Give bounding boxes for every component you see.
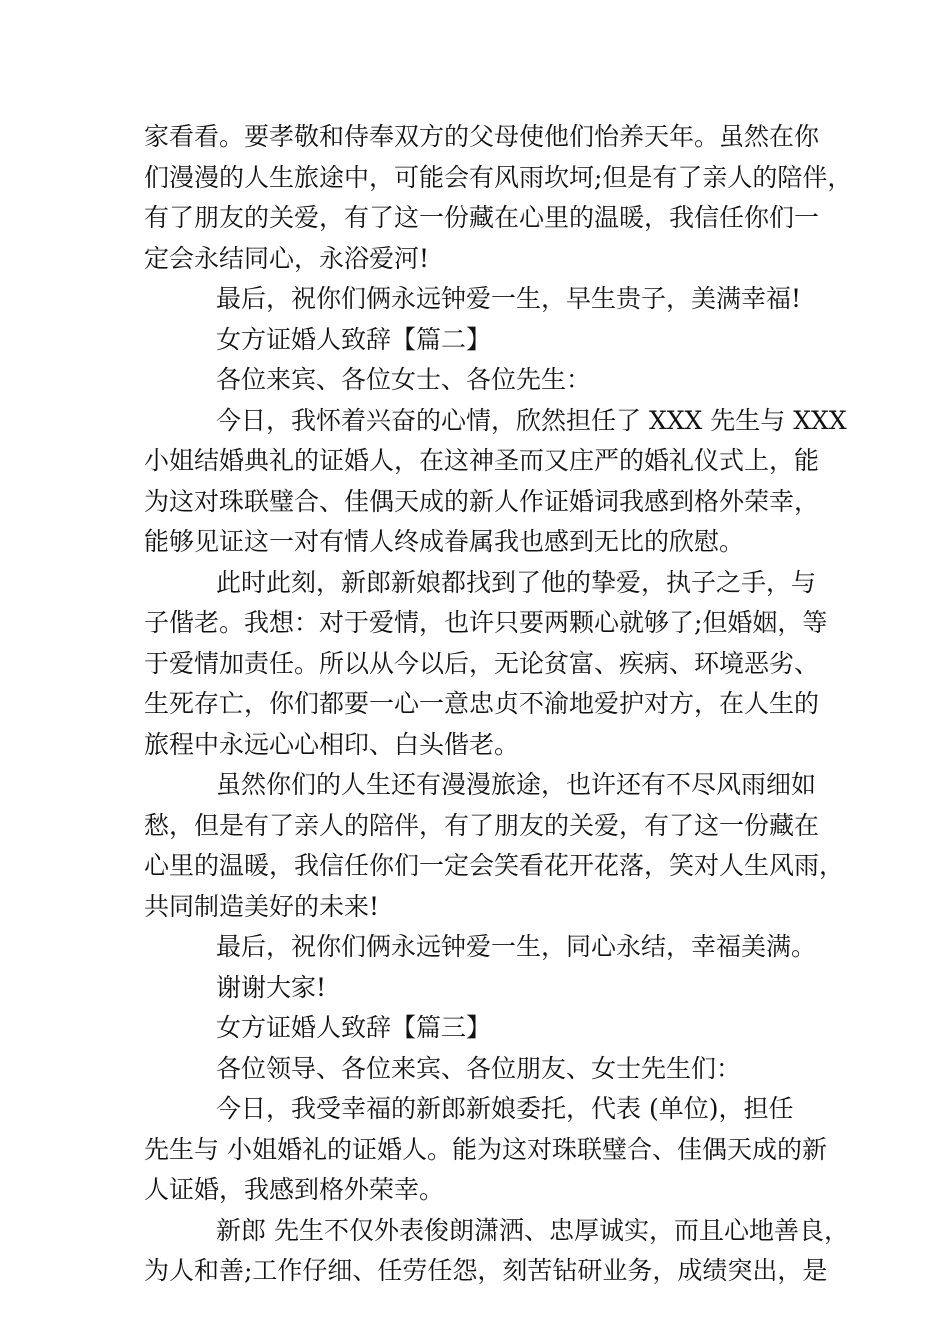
- paragraph-line: 定会永结同心，永浴爱河!: [144, 243, 430, 273]
- paragraph-line: 子偕老。我想：对于爱情，也许只要两颗心就够了;但婚姻，等: [144, 608, 828, 637]
- paragraph-first-line: 新郎 先生不仅外表俊朗潇洒、忠厚诚实，而且心地善良，: [216, 1215, 849, 1245]
- paragraph-first-line: 女方证婚人致辞【篇三】: [216, 1013, 492, 1042]
- paragraph-line: 们漫漫的人生旅途中，可能会有风雨坎坷;但是有了亲人的陪伴，: [144, 162, 853, 192]
- paragraph-first-line: 各位领导、各位来宾、各位朋友、女士先生们：: [216, 1053, 742, 1083]
- paragraph-line: 心里的温暖，我信任你们一定会笑看花开花落，笑对人生风雨，: [144, 851, 845, 880]
- paragraph-line: 为人和善;工作仔细、任劳任怨，刻苦钻研业务，成绩突出，是: [144, 1256, 828, 1285]
- paragraph-first-line: 此时此刻，新郎新娘都找到了他的挚爱，执子之手，与: [216, 567, 817, 597]
- paragraph-line: 能够见证这一对有情人终成眷属我也感到无比的欣慰。: [144, 527, 745, 556]
- paragraph-line: 人证婚，我感到格外荣幸。: [144, 1175, 445, 1204]
- paragraph-line: 家看看。要孝敬和侍奉双方的父母使他们怡养天年。虽然在你: [144, 122, 820, 151]
- document-body: [144, 117, 853, 1292]
- paragraph-line: 为这对珠联璧合、佳偶天成的新人作证婚词我感到格外荣幸，: [144, 486, 820, 516]
- paragraph-first-line: 今日，我怀着兴奋的心情，欣然担任了 XXX 先生与 XXX: [216, 405, 847, 435]
- paragraph-line: 先生与 小姐婚礼的证婚人。能为这对珠联璧合、佳偶天成的新: [144, 1134, 827, 1164]
- paragraph-first-line: 谢谢大家!: [216, 972, 327, 1002]
- paragraph-line: 愁，但是有了亲人的陪伴，有了朋友的关爱，有了这一份藏在: [144, 810, 820, 840]
- paragraph-first-line: 女方证婚人致辞【篇二】: [216, 324, 492, 354]
- paragraph-line: 旅程中永远心心相印、白头偕老。: [144, 729, 520, 759]
- paragraph-line: 于爱情加责任。所以从今以后，无论贫富、疾病、环境恶劣、: [144, 648, 820, 678]
- paragraph-first-line: 今日，我受幸福的新郎新娘委托，代表 (单位)，担任: [216, 1094, 794, 1123]
- paragraph-first-line: 最后，祝你们俩永远钟爱一生，同心永结，幸福美满。: [216, 932, 817, 961]
- paragraph-line: 生死存亡，你们都要一心一意忠贞不渝地爱护对方，在人生的: [144, 689, 820, 718]
- paragraph-first-line: 各位来宾、各位女士、各位先生：: [216, 365, 592, 394]
- paragraph-line: 有了朋友的关爱，有了这一份藏在心里的温暖，我信任你们一: [144, 203, 820, 232]
- paragraph-first-line: 最后，祝你们俩永远钟爱一生，早生贵子，美满幸福!: [216, 284, 802, 313]
- paragraph-line: 共同制造美好的未来!: [144, 891, 380, 921]
- paragraph-line: 小姐结婚典礼的证婚人，在这神圣而又庄严的婚礼仪式上，能: [144, 446, 820, 475]
- paragraph-first-line: 虽然你们的人生还有漫漫旅途，也许还有不尽风雨细如: [216, 770, 817, 799]
